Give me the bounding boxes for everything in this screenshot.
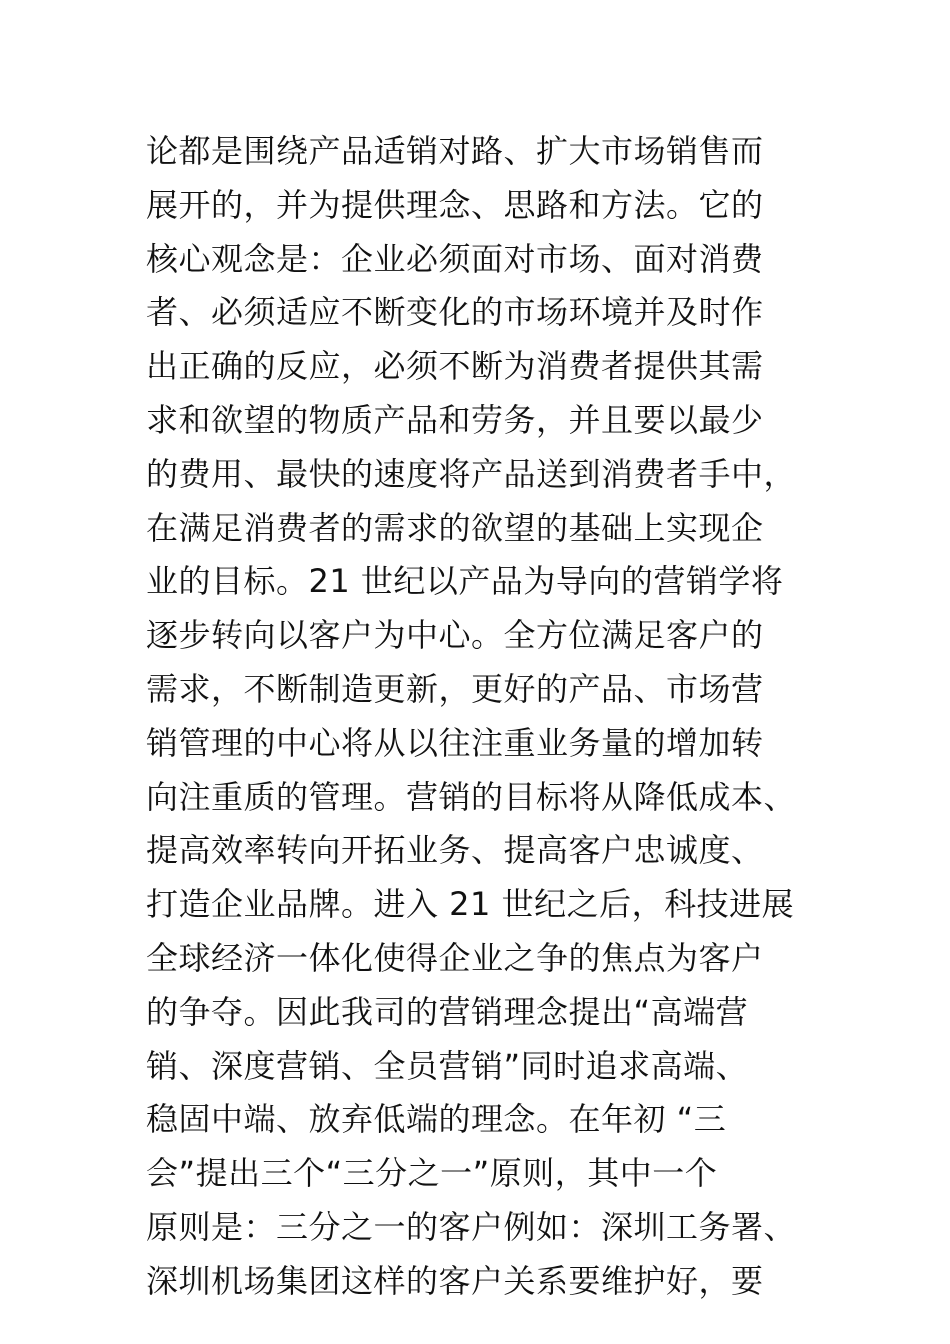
text-line-1: 论都是围绕产品适销对路、扩大市场销售而 bbox=[146, 132, 764, 170]
text-line-16: 全球经济一体化使得企业之争的焦点为客户 bbox=[146, 938, 764, 977]
text-line-17: 的争夺。因此我司的营销理念提出“高端营 bbox=[146, 992, 749, 1031]
text-line-15: 打造企业品牌。进入 21 世纪之后，科技进展 bbox=[146, 885, 795, 924]
text-line-18: 销、深度营销、全员营销”同时追求高端、 bbox=[146, 1046, 749, 1085]
text-line-10: 逐步转向以客户为中心。全方位满足客户的 bbox=[146, 616, 764, 655]
body-text bbox=[146, 125, 826, 1309]
text-line-9: 业的目标。21 世纪以产品为导向的营销学将 bbox=[146, 562, 784, 601]
text-line-20: 会”提出三个“三分之一”原则，其中一个 bbox=[146, 1154, 718, 1193]
text-line-4: 者、必须适应不断变化的市场环境并及时作 bbox=[146, 293, 764, 332]
text-line-2: 展开的，并为提供理念、思路和方法。它的 bbox=[146, 185, 764, 224]
text-line-14: 提高效率转向开拓业务、提高客户忠诚度、 bbox=[146, 831, 764, 870]
text-line-6: 求和欲望的物质产品和劳务，并且要以最少 bbox=[146, 400, 764, 439]
text-line-22: 深圳机场集团这样的客户关系要维护好，要 bbox=[146, 1261, 764, 1300]
text-line-21: 原则是：三分之一的客户例如：深圳工务署、 bbox=[146, 1207, 797, 1246]
text-line-5: 出正确的反应，必须不断为消费者提供其需 bbox=[146, 347, 764, 386]
text-line-11: 需求，不断制造更新，更好的产品、市场营 bbox=[146, 669, 764, 708]
text-line-19: 稳固中端、放弃低端的理念。在年初 “三 bbox=[146, 1100, 727, 1139]
text-line-8: 在满足消费者的需求的欲望的基础上实现企 bbox=[146, 508, 764, 547]
text-line-7: 的费用、最快的速度将产品送到消费者手中， bbox=[146, 454, 797, 493]
text-line-12: 销管理的中心将从以往注重业务量的增加转 bbox=[146, 723, 764, 762]
text-line-3: 核心观念是：企业必须面对市场、面对消费 bbox=[146, 239, 764, 278]
text-line-13: 向注重质的管理。营销的目标将从降低成本、 bbox=[146, 777, 797, 816]
